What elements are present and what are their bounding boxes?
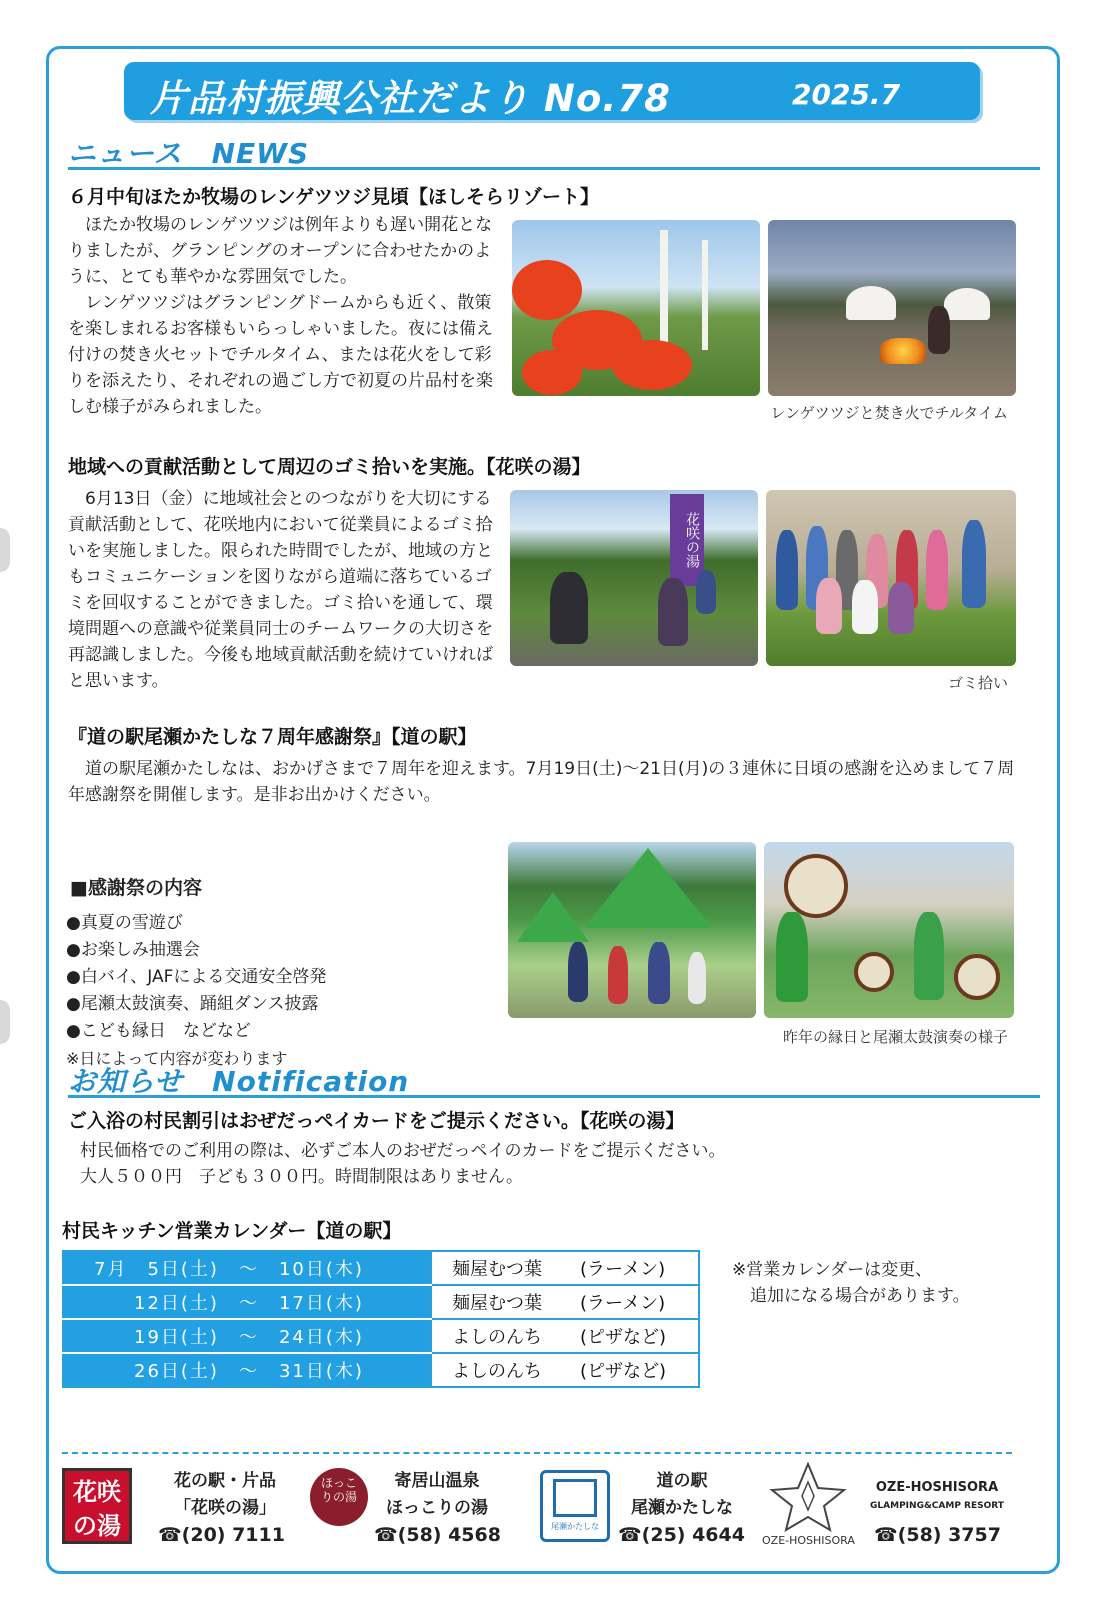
notice-line-2: 大人５００円 子ども３００円。時間制限はありません。 [80,1167,524,1187]
shop-kind: (ラーメン) [580,1293,666,1314]
campfire-glamping-photo [768,220,1016,396]
hoshisora-tel: ☎(58) 3757 [874,1524,1001,1546]
calendar-title: 村民キッチン営業カレンダー【道の駅】 [62,1220,402,1242]
hanasaku-name-line-2: 「花咲の湯」 [174,1498,276,1518]
azalea-photo [512,220,760,396]
taiko-drum-photo [764,842,1014,1018]
festival-item: ●こども縁日 などなど [66,1021,251,1041]
table-row [63,1285,699,1319]
michinoeki-logo-text: 尾瀬かたしな [551,1522,599,1531]
calendar-dates: 12日(土) ～ 17日(木) [63,1285,431,1319]
flag-banner: 花咲の湯 [670,494,704,586]
article-1-caption: レンゲツツジと焚き火でチルタイム [770,404,1008,422]
article-3-body [68,756,1018,808]
ennichi-stalls-photo [508,842,756,1018]
shop-name: 麺屋むつ葉 [452,1293,542,1314]
calendar-shop [431,1251,699,1285]
hanasaku-name [160,1468,290,1522]
calendar-shop [431,1285,699,1319]
shop-kind: (ピザなど) [580,1361,667,1382]
calendar-note-line-2: 追加になる場合があります。 [750,1286,970,1306]
michinoeki-tel: ☎(25) 4644 [618,1524,745,1546]
hokkori-name [372,1468,502,1522]
article-1-title: ６月中旬ほたか牧場のレンゲツツジ見頃【ほしそらリゾート】 [68,186,599,208]
trash-pickup-photo [510,490,758,666]
hanasaku-logo-icon [62,1468,132,1544]
festival-contents [66,875,326,1072]
festival-item: ●お楽しみ抽選会 [66,940,200,960]
hokkori-logo-text: ほっこりの湯 [321,1476,358,1504]
shop-kind: (ラーメン) [580,1259,666,1280]
shop-kind: (ピザなど) [580,1327,667,1348]
festival-note: ※日によって内容が変わります [66,1049,288,1068]
shop-name: 麺屋むつ葉 [452,1259,542,1280]
hanasaku-name-line-1: 花の駅・片品 [174,1471,276,1491]
article-2-body [68,486,498,694]
calendar-dates: 7月 5日(土) ～ 10日(木) [63,1251,431,1285]
table-row [63,1319,699,1353]
hokkori-tel: ☎(58) 4568 [374,1524,501,1546]
staff-group-photo [766,490,1016,666]
binder-hole-bottom [0,1000,10,1044]
news-section-title: ニュース NEWS [68,137,310,170]
notice-title: ご入浴の村民割引はおぜだっペイカードをご提示ください。【花咲の湯】 [68,1110,685,1132]
issue-date: 2025.7 [792,78,901,111]
shop-name: よしのんち [452,1327,542,1348]
calendar-dates: 26日(土) ～ 31日(木) [63,1353,431,1387]
article-2-paragraph-1: 6月13日（金）に地域社会とのつながりを大切にする貢献活動として、花咲地内において従業員によるゴミ拾いを実施しました。限られた時間でしたが、地域の方ともコミュニケーションを図りながら道端に落ちているゴミを回収することができました。ゴミ拾いを通して、環境問題への意識や従業員同士のチームワークの大切さを再認識しました。今後も地域貢献活動を続けていければと思います。 [68,489,493,691]
festival-item: ●尾瀬太鼓演奏、踊組ダンス披露 [66,994,319,1014]
article-2-caption: ゴミ拾い [947,674,1008,692]
article-3-caption: 昨年の縁日と尾瀬太鼓演奏の様子 [782,1028,1008,1046]
michinoeki-name [620,1468,744,1522]
table-row [63,1353,699,1387]
festival-item: ●真夏の雪遊び [66,913,183,933]
table-row [63,1251,699,1285]
hoshisora-name [852,1478,1022,1514]
binder-hole-top [0,528,10,572]
article-1-body [68,212,500,420]
michinoeki-name-line-1: 道の駅 [656,1471,708,1491]
festival-item: ●白バイ、JAFによる交通安全啓発 [66,967,327,987]
hanasaku-tel: ☎(20) 7111 [158,1524,285,1546]
notice-body [80,1138,980,1190]
festival-heading: ■感謝祭の内容 [70,877,202,899]
article-3-paragraph-1: 道の駅尾瀬かたしなは、おかげさまで７周年を迎えます。7月19日(土)～21日(月)の３連休に日頃の感謝を込めまして７周年感謝祭を開催します。是非お出かけください。 [68,759,1015,805]
news-section-header [68,132,1040,170]
article-1-paragraph-2: レンゲツツジはグランピングドームからも近く、散策を楽しまれるお客様もいらっしゃいました。夜には備え付けの焚き火セットでチルタイム、または花火をして彩りを添えたり、それぞれの過ごし方で初夏の片品村を楽しむ様子がみられました。 [68,293,493,417]
article-3-title: 『道の駅尾瀬かたしな７周年感謝祭』【道の駅】 [68,726,477,748]
newsletter-banner [124,62,980,120]
hoshisora-star-icon [762,1462,854,1554]
notice-line-1: 村民価格でのご利用の際は、必ずご本人のおぜだっペイのカードをご提示ください。 [80,1141,726,1161]
newsletter-title: 片品村振興公社だより No.78 [150,77,671,120]
hanasaku-logo-text: 花咲の湯 [73,1478,121,1540]
shop-name: よしのんち [452,1361,542,1382]
hokkori-name-line-2: ほっこりの湯 [386,1498,488,1518]
kitchen-calendar-table [62,1250,700,1388]
hoshisora-name-line-1: OZE-HOSHISORA [875,1480,999,1495]
hokkori-logo-icon [308,1462,372,1552]
notice-section-title: お知らせ Notification [68,1065,410,1098]
calendar-note-line-1: ※営業カレンダーは変更、 [732,1260,933,1280]
article-2-title: 地域への貢献活動として周辺のゴミ拾いを実施。【花咲の湯】 [68,456,591,478]
calendar-note [732,1257,970,1309]
michinoeki-name-line-2: 尾瀬かたしな [631,1498,733,1518]
calendar-shop [431,1319,699,1353]
calendar-shop [431,1353,699,1387]
hoshisora-name-line-2: GLAMPING&CAMP RESORT [870,1501,1004,1511]
hoshisora-logo-text: OZE-HOSHISORA [762,1534,855,1547]
calendar-dates: 19日(土) ～ 24日(木) [63,1319,431,1353]
michinoeki-logo-icon [540,1470,610,1542]
article-1-paragraph-1: ほたか牧場のレンゲツツジは例年よりも遅い開花となりましたが、グランピングのオープンに合わせたかのように、とても華やかな雰囲気でした。 [68,215,493,287]
hokkori-name-line-1: 寄居山温泉 [394,1471,480,1491]
notice-section-header [68,1060,1040,1098]
footer-divider [62,1452,1012,1454]
